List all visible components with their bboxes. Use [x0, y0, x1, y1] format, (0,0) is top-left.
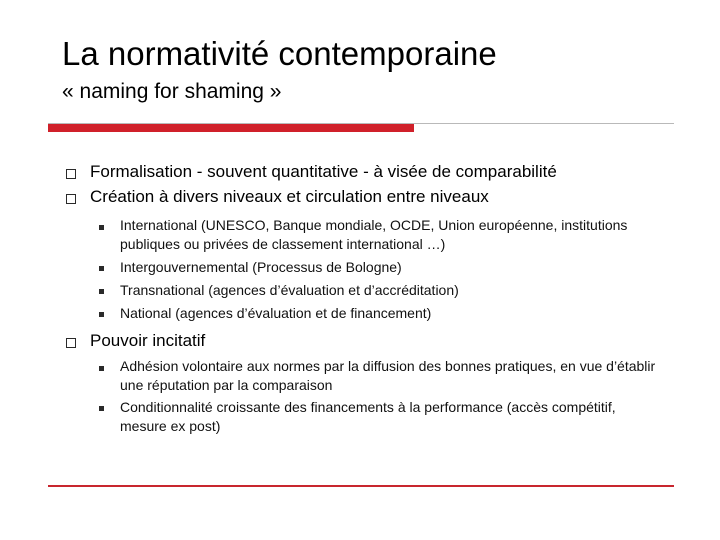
- hollow-square-icon: [66, 194, 76, 204]
- filled-square-icon: [99, 312, 104, 317]
- filled-square-icon: [99, 366, 104, 371]
- filled-square-icon: [99, 289, 104, 294]
- bottom-divider: [48, 485, 674, 487]
- sub-bullet-adhesion: Adhésion volontaire aux normes par la diffusion des bonnes pratiques, en vue d’établir une réputation par la comparaison: [120, 358, 656, 393]
- filled-square-icon: [99, 225, 104, 230]
- sub-bullet-international: International (UNESCO, Banque mondiale, OCDE, Union européenne, institutions publiques ou privées de classement international …): [120, 217, 628, 252]
- hollow-square-icon: [66, 169, 76, 179]
- sub-bullet-conditionnalite: Conditionnalité croissante des financements à la performance (accès compétitif, mesure ex post): [120, 399, 616, 434]
- sub-bullet-transnational: Transnational (agences d’évaluation et d’accréditation): [120, 282, 459, 298]
- sub-bullet-intergouvernemental: Intergouvernemental (Processus de Bologne): [120, 259, 402, 275]
- filled-square-icon: [99, 406, 104, 411]
- slide-title: La normativité contemporaine: [62, 35, 497, 72]
- bullet-pouvoir-incitatif: Pouvoir incitatif: [90, 331, 206, 350]
- sub-bullet-national: National (agences d’évaluation et de financement): [120, 305, 432, 321]
- slide-subtitle: « naming for shaming »: [62, 80, 282, 103]
- top-accent-bar: [48, 124, 414, 132]
- bullet-formalisation: Formalisation - souvent quantitative - à visée de comparabilité: [90, 162, 557, 181]
- hollow-square-icon: [66, 338, 76, 348]
- filled-square-icon: [99, 266, 104, 271]
- bullet-creation: Création à divers niveaux et circulation entre niveaux: [90, 187, 489, 206]
